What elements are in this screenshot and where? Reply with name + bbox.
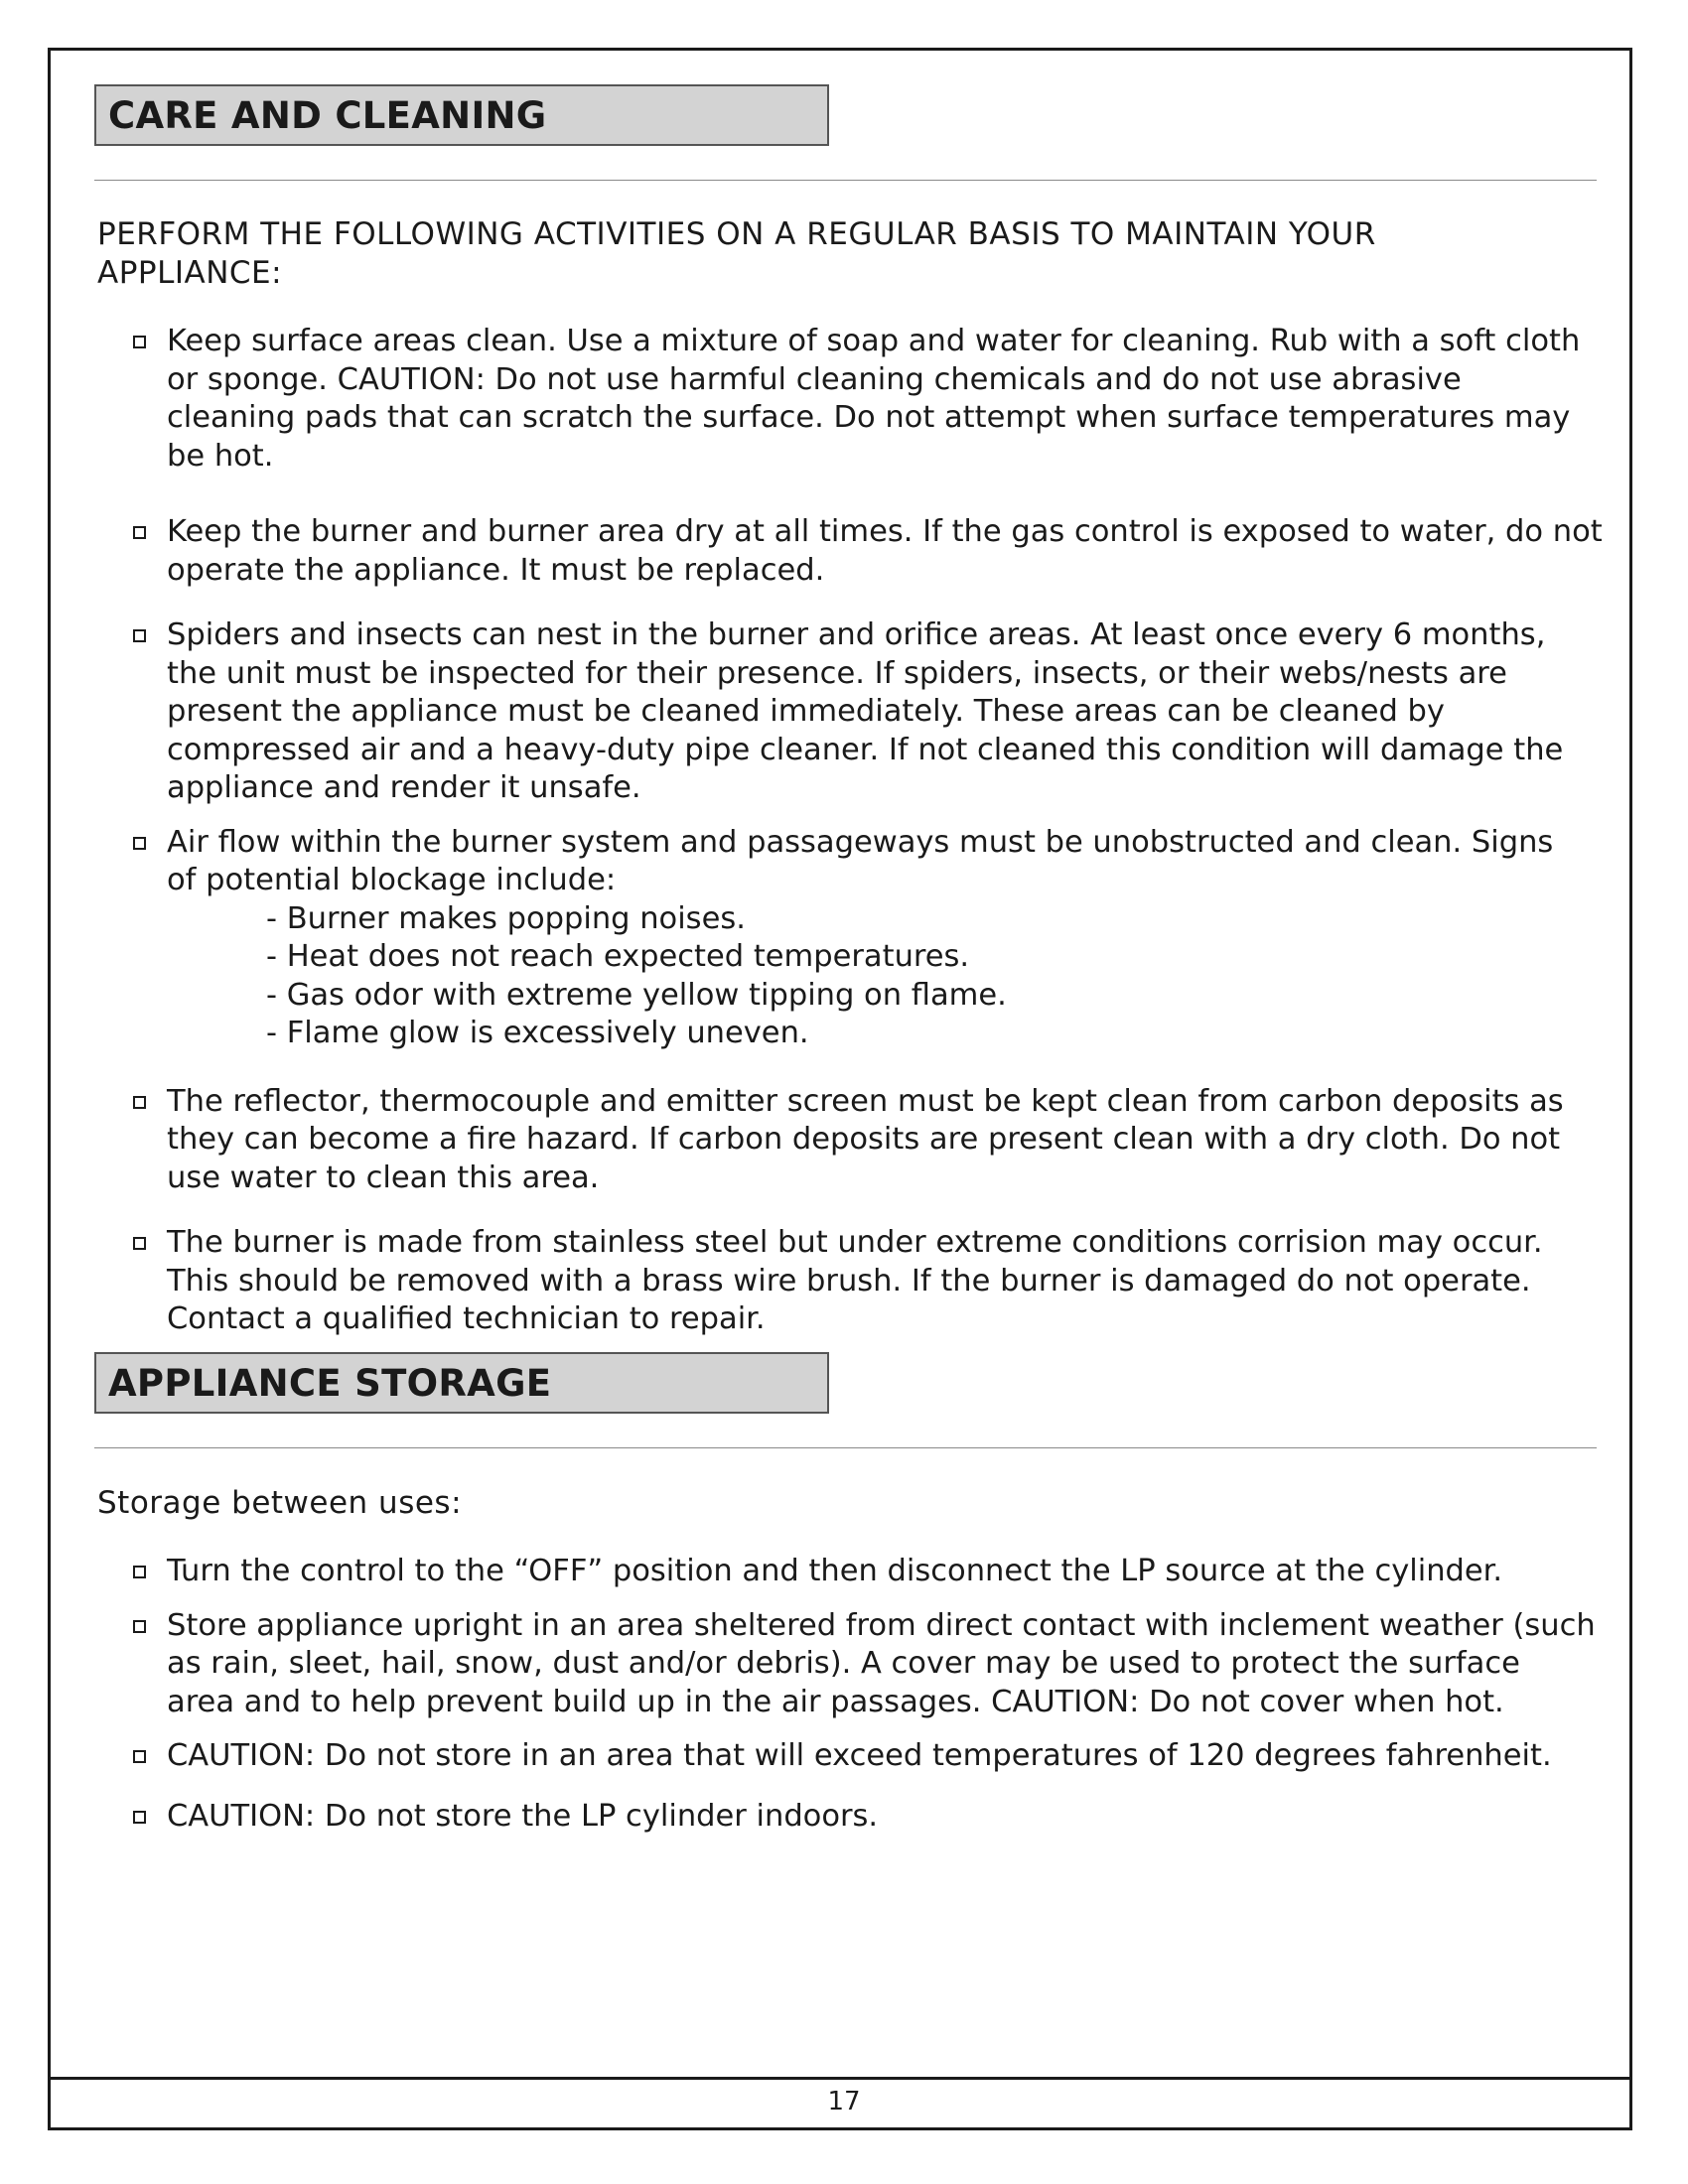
list-item: The burner is made from stainless steel but under extreme conditions corrision may occur. This should be removed with a brass wire brush. If the burner is damaged do not operate. Contact a qualified technician to repair. [129, 1224, 1607, 1339]
storage-intro: Storage between uses: [97, 1485, 463, 1521]
list-item: CAUTION: Do not store in an area that will exceed temperatures of 120 degrees fahrenheit. [129, 1737, 1617, 1776]
checkbox-square-icon [133, 1620, 146, 1633]
list-item: Store appliance upright in an area sheltered from direct contact with inclement weather (such as rain, sleet, hail, snow, dust and/or debris). A cover may be used to protect the surface area and to help prevent build up in the air passages. CAUTION: Do not cover when hot. [129, 1607, 1597, 1722]
section-divider [94, 1447, 1597, 1448]
checkbox-square-icon [133, 1096, 146, 1109]
care-and-cleaning-title: CARE AND CLEANING [108, 94, 547, 137]
checkbox-square-icon [133, 526, 146, 539]
list-item: Turn the control to the “OFF” position and then disconnect the LP source at the cylinder. [129, 1553, 1617, 1591]
list-item: CAUTION: Do not store the LP cylinder indoors. [129, 1798, 1617, 1837]
list-item: Keep surface areas clean. Use a mixture of soap and water for cleaning. Rub with a soft cloth or sponge. CAUTION: Do not use harmful cleaning chemicals and do not use abrasive cleaning pads that can scratch the surface. Do not attempt when surface temperatures may be hot. [129, 323, 1597, 476]
checkbox-square-icon [133, 1566, 146, 1578]
list-item: The reflector, thermocouple and emitter screen must be kept clean from carbon deposits as they can become a fire hazard. If carbon deposits are present clean with a dry cloth. Do not use water to clean this area. [129, 1083, 1617, 1198]
checkbox-square-icon [133, 629, 146, 642]
checkbox-square-icon [133, 1750, 146, 1763]
checkbox-square-icon [133, 1237, 146, 1250]
blockage-sign: - Gas odor with extreme yellow tipping on flame. [266, 977, 1007, 1013]
section-divider [94, 180, 1597, 181]
list-item: Keep the burner and burner area dry at all times. If the gas control is exposed to water, do not operate the appliance. It must be replaced. [129, 513, 1617, 590]
care-intro: PERFORM THE FOLLOWING ACTIVITIES ON A REGULAR BASIS TO MAINTAIN YOUR APPLIANCE: [97, 216, 1376, 291]
care-list [129, 323, 1609, 1339]
footer-divider [48, 2077, 1632, 2080]
list-item: Air flow within the burner system and passageways must be unobstructed and clean. Signs of potential blockage include: - Burner makes popping noises. - Heat does not reach expected temperatures. - Gas odor with extreme yellow tipping on flame. - Flame glow is excessively uneven. [129, 824, 1577, 1053]
appliance-storage-title: APPLIANCE STORAGE [108, 1362, 552, 1405]
blockage-sign: - Heat does not reach expected temperatures. [266, 939, 970, 974]
checkbox-square-icon [133, 837, 146, 850]
list-item: Spiders and insects can nest in the burner and orifice areas. At least once every 6 months, the unit must be inspected for their presence. If spiders, insects, or their webs/nests are present the appliance must be cleaned immediately. These areas can be cleaned by compressed air and a heavy-duty pipe cleaner. If not cleaned this condition will damage the appliance and render it unsafe. [129, 616, 1587, 808]
blockage-sign: - Burner makes popping noises. [266, 900, 746, 936]
care-and-cleaning-header [94, 84, 829, 146]
blockage-sign: - Flame glow is excessively uneven. [266, 1016, 809, 1050]
checkbox-square-icon [133, 336, 146, 348]
checkbox-square-icon [133, 1811, 146, 1824]
storage-list [129, 1553, 1609, 1836]
appliance-storage-header [94, 1352, 829, 1414]
page-number: 17 [827, 2087, 861, 2116]
